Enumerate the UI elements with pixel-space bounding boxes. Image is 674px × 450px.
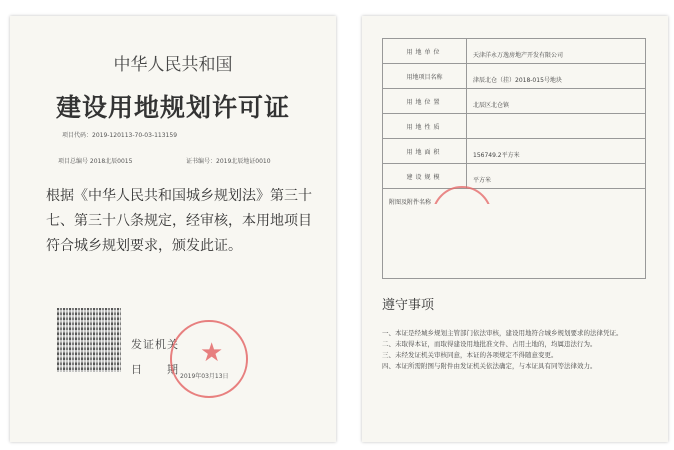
row-value: 156749.2平方米: [467, 139, 646, 164]
table-row: [383, 189, 646, 279]
issuer-label: 发证机关: [131, 338, 179, 351]
certificate-body: 根据《中华人民共和国城乡规划法》第三十七、第三十八条规定，经审核，本用地项目符合城乡规划要求，颁发此证。: [46, 188, 312, 254]
attachments-label: 附图及附件名称: [383, 189, 646, 279]
certificate-attachment-page: [362, 16, 668, 442]
row-value: [467, 114, 646, 139]
rule-item: 二、未取得本证，而取得建设用地批准文件、占用土地的，均属违法行为。: [382, 340, 597, 348]
cert-number: 证书编号：2019北辰地证0010: [186, 158, 271, 165]
project-code: 项目代码：2019-120113-70-03-113159: [62, 132, 178, 139]
table-row: [383, 89, 646, 114]
row-value: 平方米: [467, 164, 646, 189]
rule-item: 三、未经发证机关审核同意，本证的各项规定不得随意变更。: [382, 351, 558, 359]
table-row: [383, 64, 646, 89]
rule-item: 一、本证是经城乡规划主管部门依法审核，建设用地符合城乡规划要求的法律凭证。: [382, 329, 623, 337]
official-seal-icon: ★: [170, 320, 248, 398]
land-info-table: [382, 38, 646, 279]
table-row: [383, 164, 646, 189]
row-label: 用地面积: [383, 139, 467, 164]
country-heading: 中华人民共和国: [113, 55, 233, 75]
table-row: [383, 139, 646, 164]
table-row: [383, 114, 646, 139]
rules-list: [382, 328, 648, 372]
row-value: 天津洋永万逸房地产开发有限公司: [467, 39, 646, 64]
row-label: 用地性质: [383, 114, 467, 139]
table-row: [383, 39, 646, 64]
certificate-title: 建设用地规划许可证: [55, 93, 290, 122]
row-label: 建设规模: [383, 164, 467, 189]
row-value: 津辰北仓（挂）2018-015号地块: [467, 64, 646, 89]
rules-title: 遵守事项: [382, 298, 435, 313]
date-label: 日 期: [131, 363, 179, 376]
issue-date: 2019年03月13日: [180, 373, 229, 380]
row-label: 用地单位: [383, 39, 467, 64]
certificate-front-page: [10, 16, 336, 442]
qr-code: [57, 308, 121, 372]
rule-item: 四、本证所需附图与附件由发证机关依法确定，与本证具有同等法律效力。: [382, 362, 597, 370]
row-label: 用地位置: [383, 89, 467, 114]
row-label: 用地项目名称: [383, 64, 467, 89]
row-value: 北辰区北仓镇: [467, 89, 646, 114]
project-number: 项目总编号 2018北辰0015: [58, 158, 133, 165]
